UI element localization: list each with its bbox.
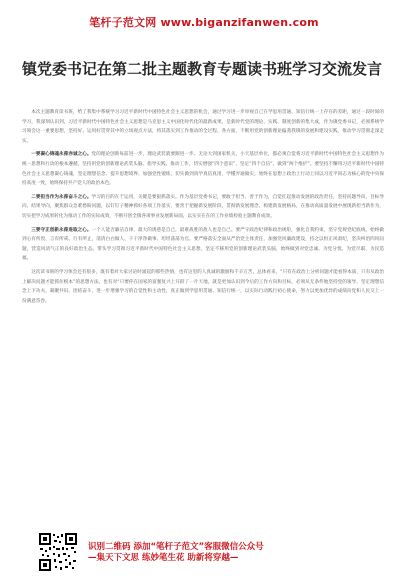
paragraph-conclusion — [22, 268, 384, 306]
document-body — [22, 108, 384, 310]
paragraph-section-3 — [22, 226, 384, 264]
footer-line-1: 识别二维码 添加“笔杆子范文”客服微信公众号 — [88, 542, 264, 552]
footer-line-2: —集天下文思 练妙笔生花 助新将穿越— — [88, 553, 239, 563]
section-heading-2: 二要担当作为永葆奋斗之心。 — [31, 194, 92, 200]
paragraph-section-1 — [22, 150, 384, 188]
site-header[interactable]: 笔杆子范文网 www.biganzifanwen.com — [89, 16, 319, 29]
paragraph-text: 学习的目的在于运用，关键是要狠抓落实。作为基层党委书记，要敢于担当、善于作为，自觉扛起推动发展的政治责任，坚持问题导向、目标导向、结果导向，聚焦群众急难愁盼问题，以钉钉子精神抓好各项工作落实，要善于把握新发展阶段、贯彻新发展理念、构建新发展格局，在推动高质量发展中展现新担当新作为，切实把学习成果转化为推动工作的实际成效，不断开创全镇各项事业发展新局面，以实实在在的工作业绩检验主题教育成效。 — [22, 194, 384, 219]
section-heading-1: 一要凝心铸魂永葆赤诚之心。 — [31, 152, 92, 158]
paragraph-intro — [22, 108, 384, 146]
paragraph-text: 本次主题教育读书班，给了我集中系统学习习近平新时代中国特色社会主义思想的机会，通过学习进一步审视自己在学思用贯通、知信行统一上存在的差距，通过一段时间的学习，我深刻认识到，习近平新时代中国特色社会主义思想是马克思主义中国化时代化的最新成果，是新时代党的理论、实践、制度创新的集大成，作为镇党委书记，必须系统学习领会这一重要思想，坚持好、运用好贯穿其中的立场观点方法，将其落实到工作推动的全过程、各方面，不断用党的创新理论偏蒸我镇的发展和建设实践，推动学习贯彻走深走实。 — [22, 110, 384, 144]
paragraph-text: 一个人能否廉洁自律，最大的诱惑是自己，最难战胜的敌人也是自己。要严守政治纪律和政治规矩，强化自我约束，坚守党规党纪底线，始终做到心有所畏、言有所戒、行有所止，清清白白做人、干干净净做事、坦坦荡荡为官。要严格落实全面从严治党主体责任，加强党风廉政建设，持之以恒正风肃纪，坚决纠治四风问题，营造风清气正的良好政治生态。带头学习贯彻习近平新时代中国特色社会主义思想，坚定不移用党的创新理论武装头脑，始终做到对党忠诚、为党分忧、为党尽职、为民造福。 — [22, 227, 384, 262]
paragraph-section-2 — [22, 193, 384, 222]
qr-code-icon[interactable] — [38, 532, 78, 572]
document-title: 镇党委书记在第二批主题教育专题读书班学习交流发言 — [22, 60, 383, 78]
section-heading-3: 三要守正创新永葆进取之心。 — [31, 227, 92, 233]
paragraph-text: 党的理论创新每前进一步，理论武装就要跟进一步。无论大到国家机关，小天基层单位，都必须自觉将习近平新时代中国特色社会主义思想作为统一思想和行动的根本遵循，坚持用党的创新理论武装头脑、指导实践、推动工作，切实增强“四个意识”、坚定“四个自信”、做到“两个维护”。要坚持不懈用习近平新时代中国特色社会主义思想凝心铸魂，坚定理想信念、提升思想境界、加强党性锻炼，切实做到真学真信真用，学懂弄通做实，始终在思想上政治上行动上同以习近平同志为核心的党中央保持高度一致，始终保持共产党人的政治本色。 — [22, 152, 384, 187]
paragraph-text: 这次读书班的学习体会还有很多，既有着对大家讨论时涌起的那些热情，也有这里的人真诚的激励和千辛万苦，总体看来，“只有在政治上分析问题才能看得本质，只有从政治上解决问题才能抓住根本”的思想方法，也有对“只要你在国家的富强复兴上开辟了一片天地，就是更加认识到今后的工作方向和目标，必须从无条件地坚持党的领导、坚定理想信念上下功夫，凝聚共识、团结奋斗，进一步增强学习的自觉性和主动性，真正做到学思用贯通、知信行统一，以实际行动践行初心使命，努力以更加优异的成绩向党和人民交上一份满意答卷。 — [22, 269, 384, 304]
footer-text — [88, 542, 388, 564]
footer-banner — [0, 528, 408, 580]
